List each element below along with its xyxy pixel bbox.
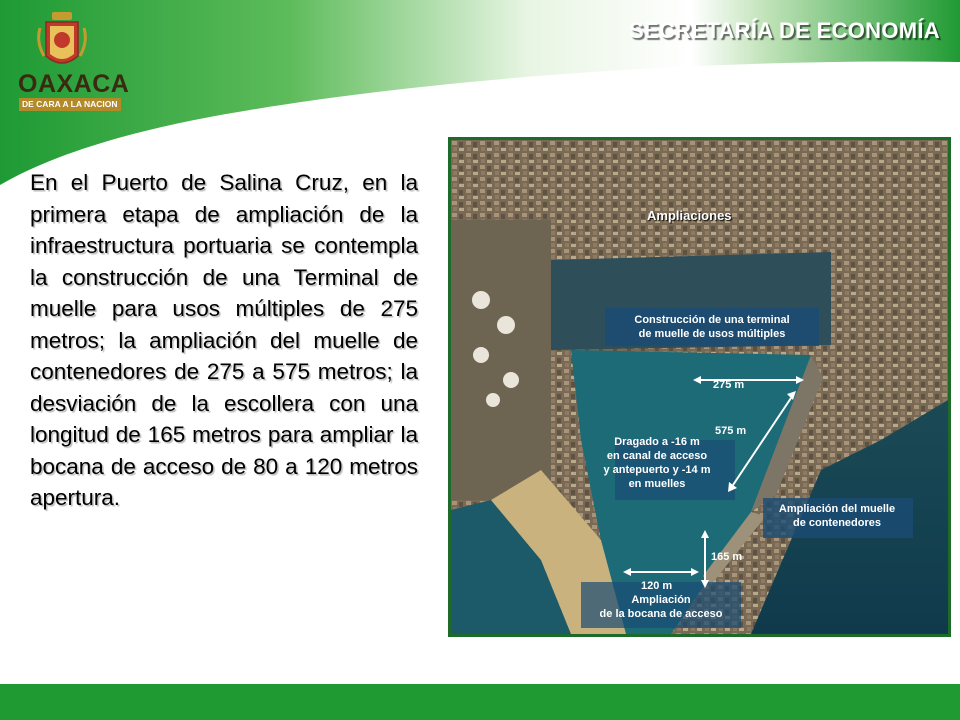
map-title: Ampliaciones xyxy=(647,208,732,223)
dredge-label-line2: en canal de acceso xyxy=(606,450,708,462)
mouth-label-line2: de la bocana de acceso xyxy=(599,608,723,620)
page-title: SECRETARÍA DE ECONOMÍA xyxy=(629,18,940,43)
dredge-label-line1: Dragado a -16 m xyxy=(614,436,700,448)
dimension-275m: 275 m xyxy=(713,379,745,391)
port-aerial-photo xyxy=(448,137,951,637)
terminal-label-line1: Construcción de una terminal xyxy=(634,314,790,326)
body-paragraph: En el Puerto de Salina Cruz, en la primera etapa de ampliación de la infraestructura portuaria se contempla la construcción de una Terminal de muelle para usos múltiples de 275 metros; la ampliación del muelle de contenedores de 275 a 575 metros; la desviación de la escollera con una longitud de 165 metros para ampliar la bocana de acceso de 80 a 120 metros apertura. xyxy=(30,170,418,510)
logo-tagline: DE CARA A LA NACION xyxy=(19,98,121,111)
terminal-label-line2: de muelle de usos múltiples xyxy=(638,328,786,340)
footer-bar xyxy=(0,684,960,720)
dimension-165m: 165 m xyxy=(711,551,743,563)
container-label-line2: de contenedores xyxy=(792,517,882,529)
dimension-575m: 575 m xyxy=(715,425,747,437)
logo-wordmark: OAXACA xyxy=(18,70,130,98)
mouth-label-line1: Ampliación xyxy=(631,594,691,606)
port-map xyxy=(451,140,948,634)
dredge-label-line3: y antepuerto y -14 m xyxy=(603,464,711,476)
container-label-line1: Ampliación del muelle xyxy=(778,503,896,515)
dredge-label-line4: en muelles xyxy=(628,478,686,490)
dimension-120m: 120 m xyxy=(641,580,673,592)
